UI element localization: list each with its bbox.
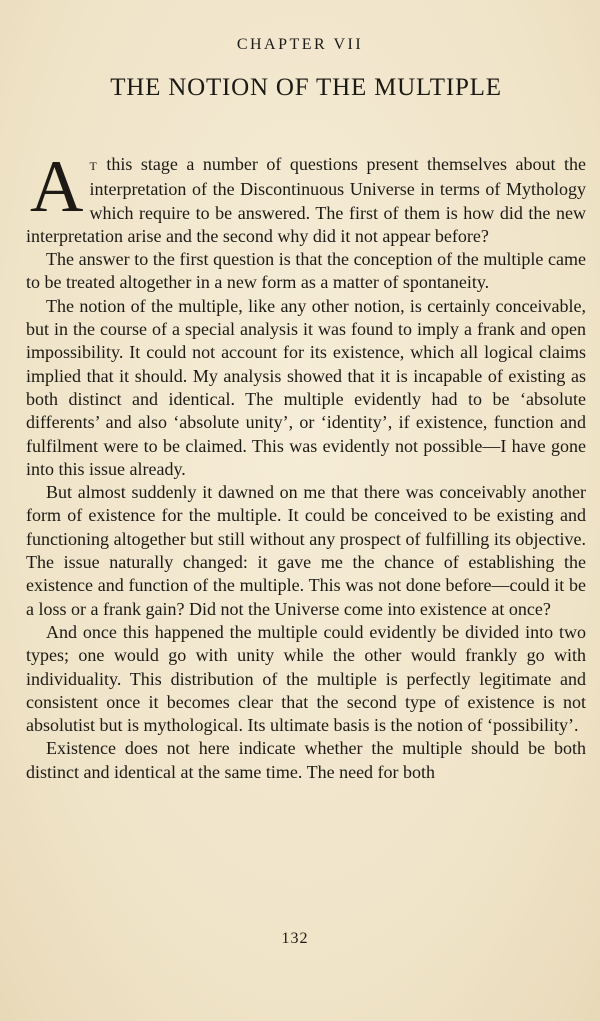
body-text xyxy=(26,146,586,784)
paragraph-6: Existence does not here indicate whether the multiple should be both distinct and identical at the same time. The need for both xyxy=(26,738,586,782)
page-number: 132 xyxy=(281,930,309,947)
drop-cap: A xyxy=(30,146,84,228)
paragraph-3: The notion of the multiple, like any other notion, is certainly conceivable, but in the course of a special analysis it was found to imply a frank and open impossibility. It could not account for its existence, which all logical claims implied that it should. My analysis showed that it is incapable of existing as both distinct and identical. The multiple evidently had to be ‘absolute differents’ and also ‘absolute unity’, or ‘identity’, if existence, function and fulfilment were to be claimed. This was evidently not possible—I have gone into this issue already. xyxy=(26,295,586,479)
paragraph-4: But almost suddenly it dawned on me that there was conceivably another form of existence for the multiple. It could be conceived to be existing and functioning altogether but still without any prospect of fulfilling its objective. The issue naturally changed: it gave me the chance of establishing the existence and function of the multiple. This was not done before—could it be a loss or a frank gain? Did not the Universe come into existence at once? xyxy=(26,482,586,619)
paragraph-5: And once this happened the multiple could evidently be divided into two types; one would go with unity while the other would frankly go with individuality. This distribution of the multiple is perfectly legitimate and consistent once it becomes clear that the second type of existence is not absolutist but is mythological. Its ultimate basis is the notion of ‘possibility’. xyxy=(26,621,586,736)
drop-cap-continuation: T xyxy=(89,159,98,173)
chapter-title: THE NOTION OF THE MULTIPLE xyxy=(110,74,502,101)
chapter-label: CHAPTER VII xyxy=(236,36,364,53)
paragraph-1 xyxy=(26,146,586,248)
paragraph-2: The answer to the first question is that the conception of the multiple came to be treated altogether in a new form as a matter of spontaneity. xyxy=(26,249,586,293)
paragraph-text: this stage a number of questions present themselves about the interpretation of the Discontinuous Universe in terms of Mythology which require to be answered. The first of them is how did the new interpretation arise and the second why did it not appear before? xyxy=(26,154,586,246)
